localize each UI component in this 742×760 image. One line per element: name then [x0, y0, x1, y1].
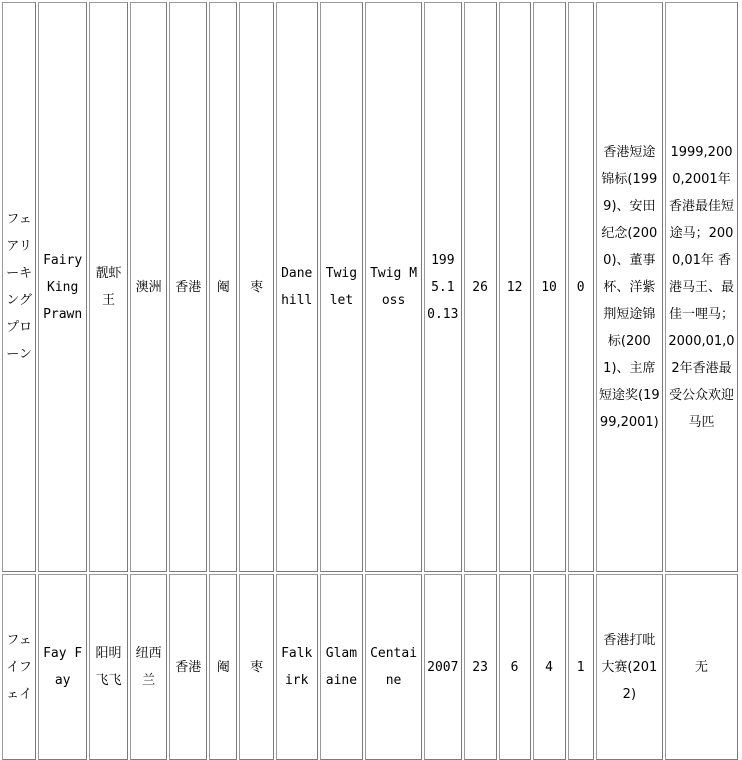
starts-cell: 26: [464, 2, 497, 572]
birth-cell: 2007: [424, 574, 462, 760]
en-name-cell: Fay Fay: [38, 574, 87, 760]
color-cell: 枣: [239, 574, 273, 760]
sire-cell: Falkirk: [276, 574, 318, 760]
wins-cell: 12: [499, 2, 531, 572]
shows-cell: 1: [568, 574, 594, 760]
zh-name-cell: 靓虾王: [89, 2, 128, 572]
awards-cell: 无: [665, 574, 738, 760]
dam-sire-cell: Twig Moss: [365, 2, 422, 572]
origin-cell: 纽西兰: [130, 574, 168, 760]
trainer-place-cell: 香港: [169, 574, 207, 760]
jp-name-cell: フェアリーキングプローン: [2, 2, 36, 572]
awards-cell: 1999,2000,2001年香港最佳短途马；2000,01年 香港马王、最佳一哩马；2000,01,02年香港最受公众欢迎马匹: [665, 2, 738, 572]
table-row: [2, 574, 738, 760]
dam-sire-cell: Centaine: [365, 574, 422, 760]
zh-name-cell: 阳明飞飞: [89, 574, 128, 760]
honors-cell: 香港打吡大赛(2012): [596, 574, 663, 760]
color-cell: 枣: [239, 2, 273, 572]
places-cell: 10: [533, 2, 566, 572]
sex-cell: 阉: [209, 2, 237, 572]
jp-name-cell: フェイフェイ: [2, 574, 36, 760]
table-row: [2, 2, 738, 572]
en-name-cell: Fairy King Prawn: [38, 2, 87, 572]
honors-cell: 香港短途锦标(1999)、安田纪念(2000)、董事杯、洋紫荆短途锦标(2001)、主席短途奖(1999,2001): [596, 2, 663, 572]
trainer-place-cell: 香港: [169, 2, 207, 572]
starts-cell: 23: [464, 574, 497, 760]
sire-cell: Danehill: [276, 2, 318, 572]
origin-cell: 澳洲: [130, 2, 168, 572]
dam-cell: Glamaine: [320, 574, 363, 760]
shows-cell: 0: [568, 2, 594, 572]
sex-cell: 阉: [209, 574, 237, 760]
dam-cell: Twiglet: [320, 2, 363, 572]
wins-cell: 6: [499, 574, 531, 760]
places-cell: 4: [533, 574, 566, 760]
birth-cell: 1995.10.13: [424, 2, 462, 572]
